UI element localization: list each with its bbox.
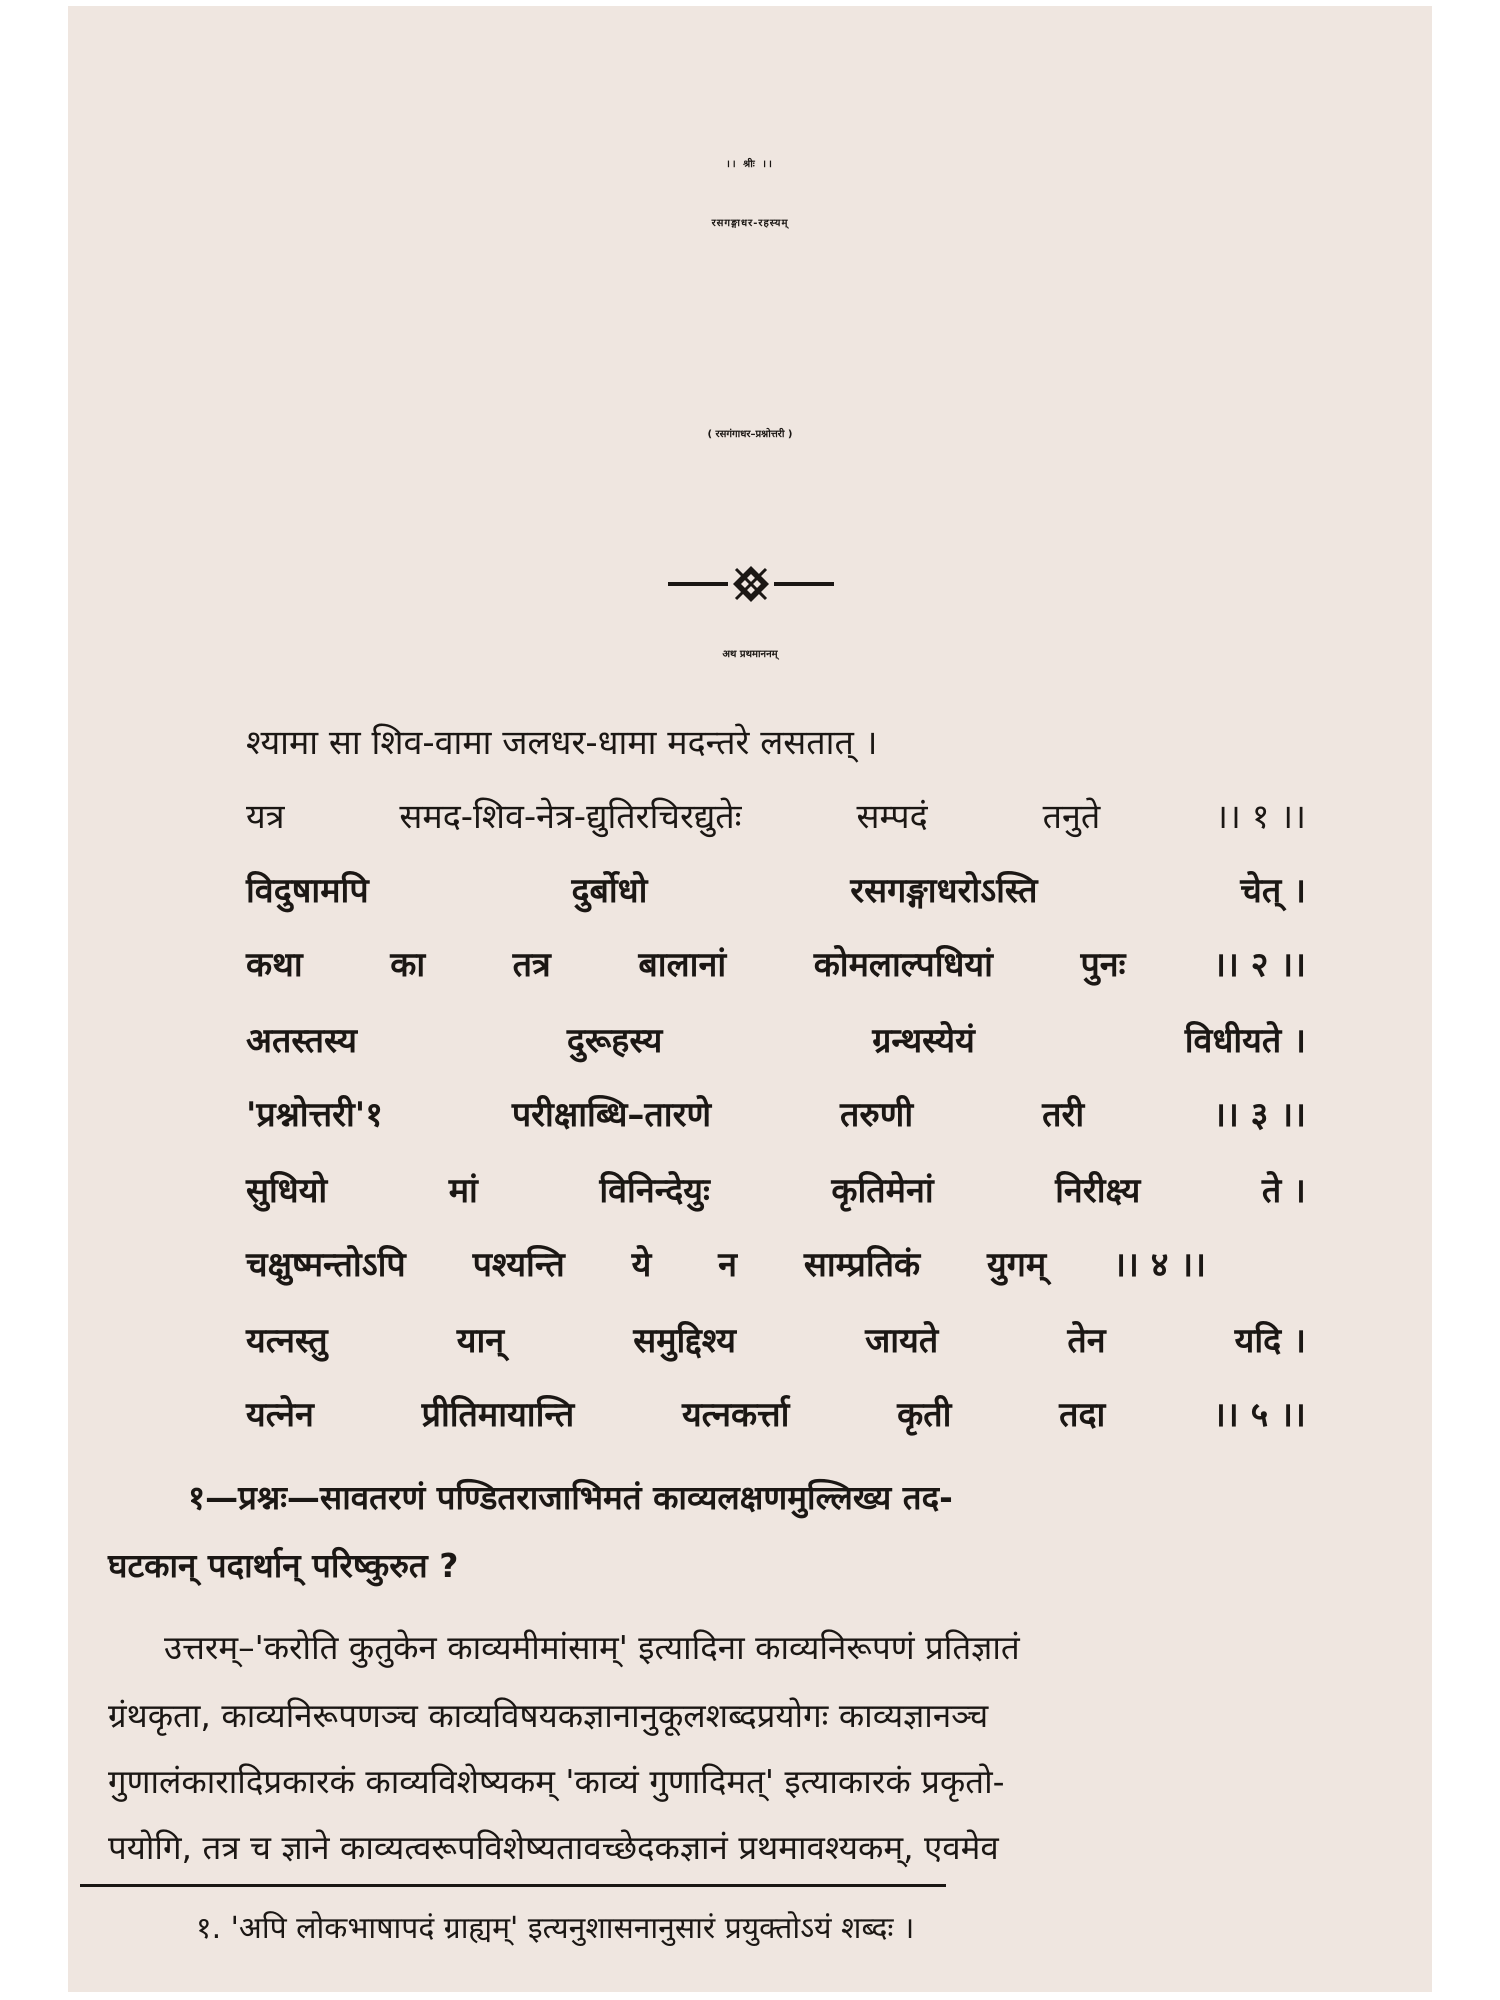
verse-word: तनुते <box>1042 797 1101 837</box>
page-title: रसगङ्गाधर-रहस्यम् <box>711 218 789 229</box>
verse-5-line-1 <box>246 1316 1306 1362</box>
verse-word: श्यामा सा शिव-वामा जलधर-धामा मदन्तरे लसतात् । <box>246 723 878 763</box>
verse-3-line-2 <box>246 1090 1306 1136</box>
subtitle: ( रसगंगाधर–प्रश्नोत्तरी ) <box>707 429 793 440</box>
verse-word: दुर्बोधो <box>571 871 648 911</box>
verse-word: पुनः <box>1080 945 1126 985</box>
verse-word: कृती <box>897 1395 952 1435</box>
verse-word: कथा <box>246 945 303 985</box>
verse-word: न <box>718 1245 738 1285</box>
ornament-divider-icon <box>666 564 836 604</box>
verse-word: ये <box>631 1245 652 1285</box>
verse-word: सम्पदं <box>856 797 928 837</box>
verse-word: अतस्तस्य <box>246 1021 357 1061</box>
verse-word: निरीक्ष्य <box>1055 1171 1141 1211</box>
verse-word: ग्रन्थस्येयं <box>872 1021 975 1061</box>
verse-word: यत्नस्तु <box>246 1321 328 1361</box>
footnote-divider <box>80 1884 946 1887</box>
verse-word: तरी <box>1042 1095 1085 1135</box>
question-line-1: १—प्रश्नः—सावतरणं पण्डितराजाभिमतं काव्यलक्षणमुल्लिख्य तद- <box>188 1478 953 1517</box>
verse-word: रसगङ्गाधरोऽस्ति <box>850 871 1038 911</box>
verse-word: समद-शिव-नेत्र-द्युतिरचिरद्युतेः <box>399 797 742 837</box>
verse-4-line-1 <box>246 1166 1306 1212</box>
verse-word: यत्र <box>246 797 285 837</box>
verse-word: 'प्रश्नोत्तरी'१ <box>246 1095 383 1135</box>
verse-word: परीक्षाब्धि–तारणे <box>511 1095 712 1135</box>
answer-line-2: ग्रंथकृता, काव्यनिरूपणञ्च काव्यविषयकज्ञानानुकूलशब्दप्रयोगः काव्यज्ञानञ्च <box>108 1696 989 1735</box>
answer-line-1: उत्तरम्–'करोति कुतुकेन काव्यमीमांसाम्' इत्यादिना काव्यनिरूपणं प्रतिज्ञातं <box>164 1628 1020 1667</box>
verse-word: साम्प्रतिकं <box>803 1245 921 1285</box>
verse-number: ।। ४ ।। <box>1113 1245 1206 1285</box>
verse-word: विदुषामपि <box>246 871 369 911</box>
verse-word: तदा <box>1059 1395 1106 1435</box>
verse-word: प्रीतिमायान्ति <box>421 1395 575 1435</box>
verse-number: ।। १ ।। <box>1215 797 1306 837</box>
verse-word: विधीयते । <box>1184 1021 1306 1061</box>
verse-word: पश्यन्ति <box>472 1245 565 1285</box>
verse-word: तत्र <box>512 945 551 985</box>
verse-word: चेत् । <box>1240 871 1306 911</box>
verse-word: यदि । <box>1234 1321 1306 1361</box>
verse-1-line-2 <box>246 792 1306 838</box>
book-page <box>68 6 1432 1992</box>
verse-word: कृतिमेनां <box>831 1171 934 1211</box>
verse-word: युगम् <box>987 1245 1047 1285</box>
verse-5-line-2 <box>246 1390 1306 1436</box>
verse-word: यत्नकर्त्ता <box>681 1395 790 1435</box>
answer-line-3: गुणालंकारादिप्रकारकं काव्यविशेष्यकम् 'काव्यं गुणादिमत्' इत्याकारकं प्रकृतो- <box>108 1762 1005 1801</box>
verse-word: विनिन्देयुः <box>599 1171 710 1211</box>
verse-2-line-1 <box>246 866 1306 912</box>
verse-word: बालानां <box>638 945 727 985</box>
verse-1-line-1 <box>246 718 1306 764</box>
verse-word: कोमलाल्पधियां <box>813 945 993 985</box>
verse-word: तरुणी <box>840 1095 914 1135</box>
verse-4-line-2 <box>246 1240 1206 1286</box>
question-line-2: घटकान् पदार्थान् परिष्कुरुत ? <box>108 1546 459 1585</box>
footnote: १. 'अपि लोकभाषापदं ग्राह्यम्' इत्यनुशासनानुसारं प्रयुक्तोऽयं शब्दः । <box>196 1911 915 1946</box>
verse-word: मां <box>448 1171 478 1211</box>
verse-number: ।। २ ।। <box>1213 945 1306 985</box>
verse-word: यान् <box>456 1321 505 1361</box>
invocation: ।। श्रीः ।। <box>726 159 774 170</box>
verse-word: ते । <box>1261 1171 1306 1211</box>
verse-word: सुधियो <box>246 1171 328 1211</box>
verse-2-line-2 <box>246 940 1306 986</box>
verse-word: समुद्दिश्य <box>633 1321 736 1361</box>
verse-number: ।। ३ ।। <box>1213 1095 1306 1135</box>
verse-word: का <box>390 945 426 985</box>
verse-number: ।। ५ ।। <box>1213 1395 1306 1435</box>
verse-word: यत्नेन <box>246 1395 314 1435</box>
verse-word: दुरूहस्य <box>566 1021 663 1061</box>
section-heading: अथ प्रथमाननम् <box>722 649 778 660</box>
answer-line-4: पयोगि, तत्र च ज्ञाने काव्यत्वरूपविशेष्यतावच्छेदकज्ञानं प्रथमावश्यकम्, एवमेव <box>108 1828 999 1867</box>
verse-word: चक्षुष्मन्तोऽपि <box>246 1245 406 1285</box>
verse-word: जायते <box>865 1321 939 1361</box>
verse-word: तेन <box>1067 1321 1106 1361</box>
verse-3-line-1 <box>246 1016 1306 1062</box>
